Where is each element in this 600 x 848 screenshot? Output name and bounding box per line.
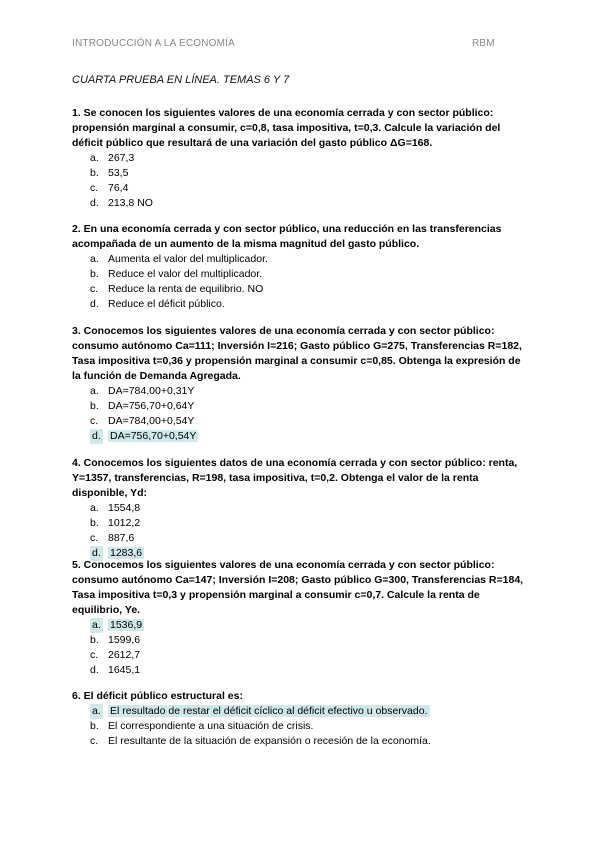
- options-list: [72, 618, 532, 678]
- option-text: El correspondiente a una situación de crisis.: [108, 720, 314, 732]
- option-d[interactable]: [72, 429, 532, 444]
- option-a[interactable]: [72, 704, 532, 719]
- option-text: DA=784,00+0,31Y: [108, 385, 195, 397]
- option-label: b.: [90, 167, 99, 179]
- option-text: 1012,2: [108, 517, 141, 529]
- option-text-highlighted: 1536,9: [110, 619, 143, 631]
- option-label: b.: [90, 268, 99, 280]
- option-text: Aumenta el valor del multiplicador.: [108, 253, 268, 265]
- option-a[interactable]: [72, 252, 532, 267]
- option-text-highlighted: 1283,6: [110, 547, 143, 559]
- option-text: 267,3: [108, 152, 135, 164]
- option-label: b.: [90, 634, 99, 646]
- option-b[interactable]: [72, 267, 532, 282]
- option-d[interactable]: [72, 196, 532, 211]
- options-list: [72, 384, 532, 444]
- option-c[interactable]: [72, 531, 532, 546]
- question-stem: 4. Conocemos los siguientes datos de una economía cerrada y con sector público: renta, Y=1357, transferencias, R=198, tasa impositiva, t=0,2. Obtenga el valor de la renta disponible, Yd:: [72, 457, 518, 499]
- question-stem: 1. Se conocen los siguientes valores de una economía cerrada y con sector público: propensión marginal a consumir, c=0,8, tasa impositiva, t=0,3. Calcule la variación del déficit público que resultará de una variación del gasto público ΔG=168.: [72, 107, 501, 149]
- page-header: [72, 38, 528, 52]
- option-label: d.: [92, 547, 101, 559]
- option-text: Reduce el valor del multiplicador.: [108, 268, 263, 280]
- option-label: a.: [92, 619, 101, 631]
- question-3: [72, 324, 532, 444]
- question-stem: 6. El déficit público estructural es:: [72, 690, 243, 702]
- option-label: d.: [90, 197, 99, 209]
- question-5: [72, 558, 532, 678]
- option-text: El resultante de la situación de expansión o recesión de la economía.: [108, 735, 431, 747]
- author-initials: RBM: [472, 38, 495, 49]
- options-list: [72, 501, 532, 561]
- option-label: c.: [90, 735, 99, 747]
- option-text: DA=756,70+0,64Y: [108, 400, 195, 412]
- option-a[interactable]: [72, 501, 532, 516]
- question-stem: 3. Conocemos los siguientes valores de una economía cerrada y con sector público: consumo autónomo Ca=111; Inversión I=216; Gasto público G=275, Transferencias R=182, Tasa impositiva t=0,36 y propensión marginal a consumir c=0,85. Obtenga la expresión de la función de Demanda Agregada.: [72, 325, 522, 382]
- option-label: b.: [90, 720, 99, 732]
- option-label: a.: [90, 502, 99, 514]
- options-list: [72, 151, 532, 211]
- option-c[interactable]: [72, 181, 532, 196]
- option-c[interactable]: [72, 282, 532, 297]
- option-label: a.: [90, 253, 99, 265]
- question-stem: 5. Conocemos los siguientes valores de una economía cerrada y con sector público: consumo autónomo Ca=147; Inversión I=208; Gasto público G=300, Transferencias R=184, Tasa impositiva t=0,3 y propensión marginal a consumir c=0,7. Calcule la renta de equilibrio, Ye.: [72, 559, 524, 616]
- options-list: [72, 252, 532, 312]
- option-b[interactable]: [72, 166, 532, 181]
- option-label: c.: [90, 415, 99, 427]
- option-b[interactable]: [72, 399, 532, 414]
- question-6: [72, 689, 532, 749]
- option-a[interactable]: [72, 384, 532, 399]
- question-stem: 2. En una economía cerrada y con sector público, una reducción en las transferencias acompañada de un aumento de la misma magnitud del gasto público.: [72, 223, 502, 250]
- option-text: 53,5: [108, 167, 129, 179]
- option-label: c.: [90, 182, 99, 194]
- option-label: c.: [90, 532, 99, 544]
- question-4: [72, 456, 532, 561]
- course-name: INTRODUCCIÓN A LA ECONOMÍA: [72, 38, 236, 49]
- option-text: 1599,6: [108, 634, 141, 646]
- options-list: [72, 704, 532, 749]
- option-b[interactable]: [72, 719, 532, 734]
- option-c[interactable]: [72, 648, 532, 663]
- option-c[interactable]: [72, 734, 532, 749]
- option-label: a.: [90, 152, 99, 164]
- option-text: 1645,1: [108, 664, 141, 676]
- option-text: 76,4: [108, 182, 129, 194]
- option-text-highlighted: DA=756,70+0,54Y: [110, 430, 197, 442]
- option-label: b.: [90, 517, 99, 529]
- option-label: d.: [90, 664, 99, 676]
- option-text: Reduce el déficit público.: [108, 298, 225, 310]
- option-d[interactable]: [72, 297, 532, 312]
- option-text: 1554,8: [108, 502, 141, 514]
- option-label: b.: [90, 400, 99, 412]
- option-text: DA=784,00+0,54Y: [108, 415, 195, 427]
- option-a[interactable]: [72, 618, 532, 633]
- option-d[interactable]: [72, 663, 532, 678]
- option-text: 2612,7: [108, 649, 141, 661]
- option-label: d.: [90, 298, 99, 310]
- option-label: c.: [90, 649, 99, 661]
- option-text: Reduce la renta de equilibrio. NO: [108, 283, 264, 295]
- question-2: [72, 222, 532, 312]
- option-b[interactable]: [72, 516, 532, 531]
- option-label: a.: [92, 705, 101, 717]
- option-b[interactable]: [72, 633, 532, 648]
- option-a[interactable]: [72, 151, 532, 166]
- option-text: 887,6: [108, 532, 135, 544]
- question-1: [72, 106, 532, 211]
- option-text-highlighted: El resultado de restar el déficit cíclico al déficit efectivo u observado.: [110, 705, 428, 717]
- document-title: CUARTA PRUEBA EN LÍNEA. TEMAS 6 Y 7: [72, 74, 290, 86]
- option-text: 213,8 NO: [108, 197, 153, 209]
- option-label: d.: [92, 430, 101, 442]
- option-c[interactable]: [72, 414, 532, 429]
- option-label: a.: [90, 385, 99, 397]
- option-label: c.: [90, 283, 99, 295]
